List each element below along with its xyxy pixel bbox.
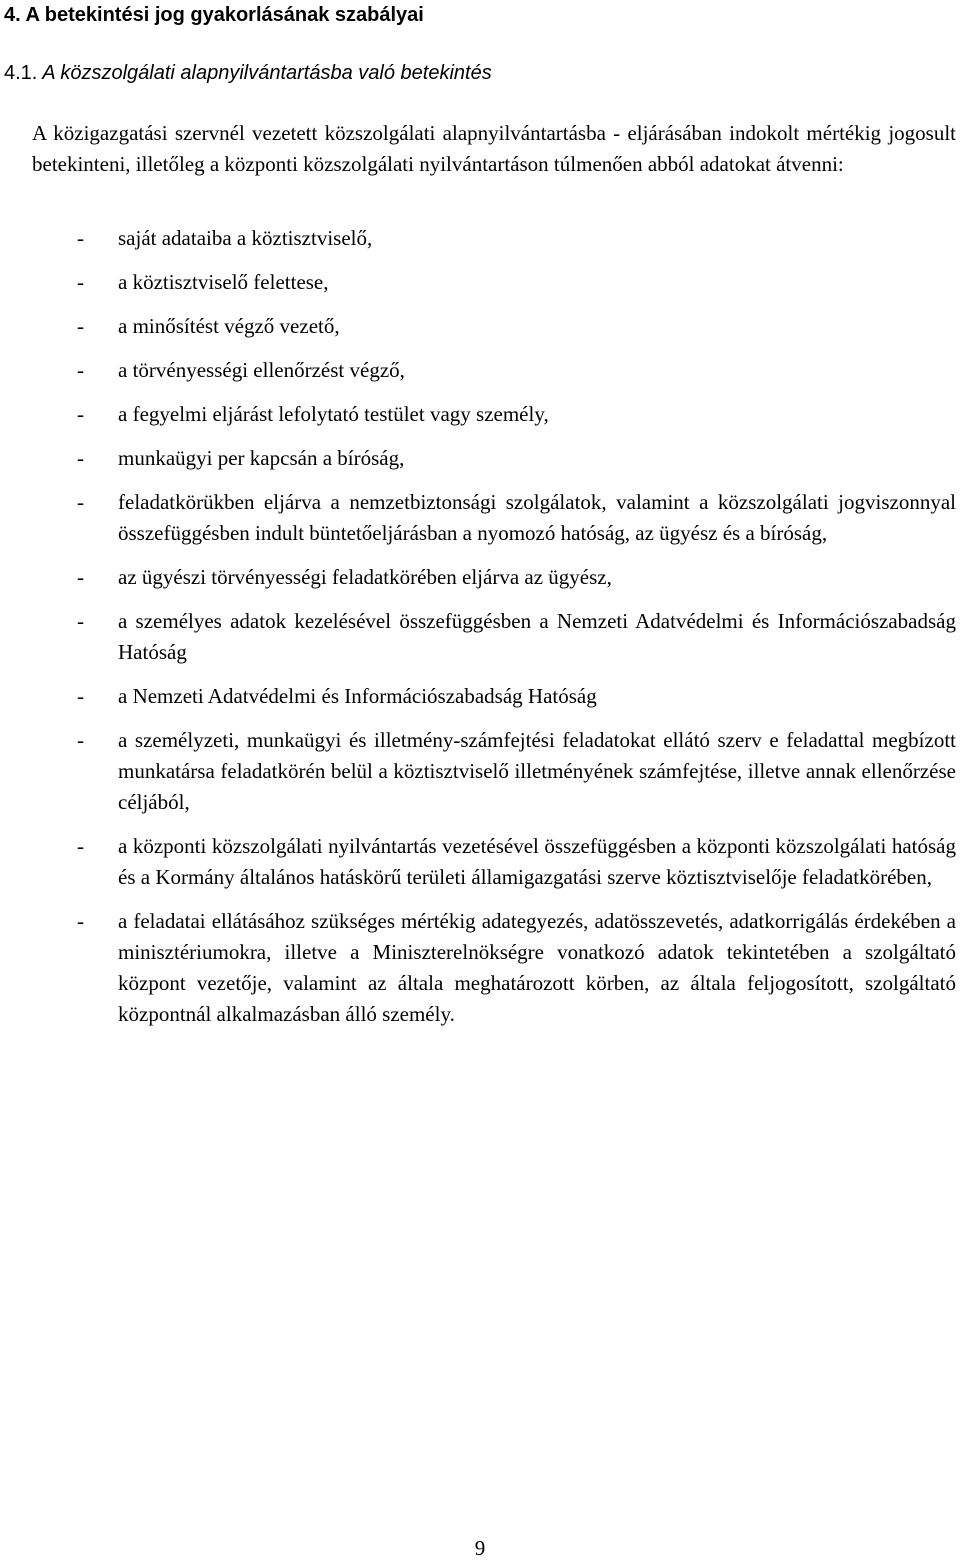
list-item — [32, 399, 956, 430]
list-item-text: az ügyészi törvényességi feladatkörében eljárva az ügyész, — [118, 565, 612, 589]
section-number: 4. — [4, 4, 21, 26]
list-item — [32, 355, 956, 386]
list-bullet: - — [77, 490, 84, 514]
list-bullet: - — [77, 446, 84, 470]
list-item — [32, 223, 956, 254]
list-bullet: - — [77, 314, 84, 338]
list-bullet: - — [77, 728, 84, 752]
list-item-text: a törvényességi ellenőrzést végző, — [118, 358, 405, 382]
subsection-heading — [4, 60, 492, 86]
list-bullet: - — [77, 226, 84, 250]
list-bullet: - — [77, 270, 84, 294]
subsection-title: A közszolgálati alapnyilvántartásba való betekintés — [42, 62, 492, 84]
subsection-number: 4.1. — [4, 62, 38, 84]
list-item-text: a személyes adatok kezelésével összefüggésben a Nemzeti Adatvédelmi és Információszabadság Hatóság — [118, 609, 956, 664]
list-item-text: feladatkörükben eljárva a nemzetbiztonsági szolgálatok, valamint a közszolgálati jogviszonnyal összefüggésben indult büntetőeljárásban a nyomozó hatóság, az ügyész és a bíróság, — [118, 490, 956, 545]
list-bullet: - — [77, 609, 84, 633]
section-title: A betekintési jog gyakorlásának szabályai — [25, 4, 424, 26]
list-bullet: - — [77, 402, 84, 426]
list-item-text: a feladatai ellátásához szükséges mértékig adategyezés, adatösszevetés, adatkorrigálás érdekében a minisztériumokra, illetve a Miniszterelnökségre vonatkozó adatok tekintetében a szolgáltató központ vezetője, valamint az általa meghatározott körben, az általa feljogosított, szolgáltató központnál alkalmazásban álló személy. — [118, 909, 956, 1026]
list-bullet: - — [77, 684, 84, 708]
intro-paragraph: A közigazgatási szervnél vezetett közszolgálati alapnyilvántartásba - eljárásában indokolt mértékig jogosult betekinteni, illetőleg a központi közszolgálati nyilvántartáson túlmenően abból adatokat átvenni: — [32, 121, 956, 176]
list-item — [32, 906, 956, 1030]
list-item-text: saját adataiba a köztisztviselő, — [118, 226, 373, 250]
list-item-text: a minősítést végző vezető, — [118, 314, 340, 338]
list-item-text: a köztisztviselő felettese, — [118, 270, 329, 294]
list-item-text: a fegyelmi eljárást lefolytató testület vagy személy, — [118, 402, 549, 426]
list-item — [32, 725, 956, 818]
list-bullet: - — [77, 909, 84, 933]
section-heading — [4, 2, 424, 28]
list-item-text: a Nemzeti Adatvédelmi és Információszabadság Hatóság — [118, 684, 597, 708]
list-item-text: munkaügyi per kapcsán a bíróság, — [118, 446, 405, 470]
list-item-text: a központi közszolgálati nyilvántartás vezetésével összefüggésben a központi közszolgálati hatóság és a Kormány általános hatáskörű területi államigazgatási szerve köztisztviselője feladatkörében, — [118, 834, 956, 889]
list-item — [32, 562, 956, 593]
list-bullet: - — [77, 358, 84, 382]
entitled-list — [32, 223, 956, 1043]
list-item — [32, 487, 956, 549]
list-item-text: a személyzeti, munkaügyi és illetmény-számfejtési feladatokat ellátó szerv e feladattal megbízott munkatársa feladatkörén belül a köztisztviselő illetményének számfejtése, illetve annak ellenőrzése céljából, — [118, 728, 956, 814]
list-item — [32, 443, 956, 474]
list-item — [32, 831, 956, 893]
page-number: 9 — [474, 1536, 486, 1560]
list-item — [32, 606, 956, 668]
list-item — [32, 681, 956, 712]
list-item — [32, 267, 956, 298]
list-bullet: - — [77, 565, 84, 589]
list-bullet: - — [77, 834, 84, 858]
list-item — [32, 311, 956, 342]
